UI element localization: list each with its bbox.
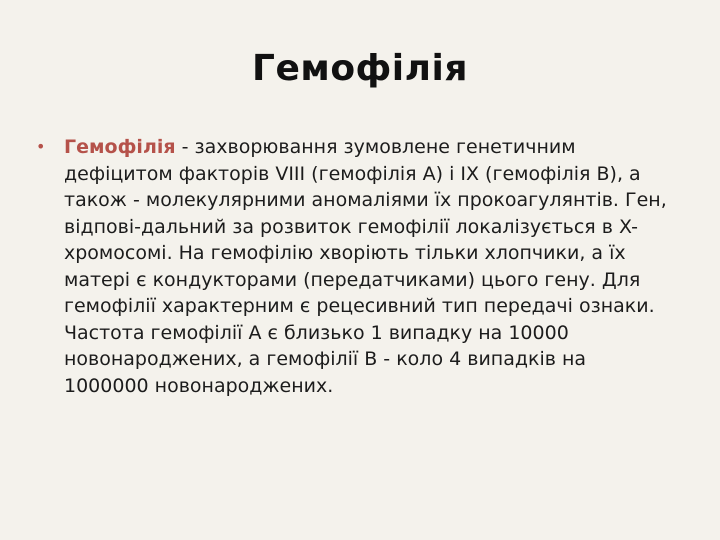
bullet-item (36, 134, 676, 399)
slide-body (36, 134, 676, 399)
bullet-icon: • (36, 137, 46, 156)
slide-title: Гемофілія (252, 48, 468, 89)
highlighted-term: Гемофілія (64, 136, 176, 158)
bullet-text: - захворювання зумовлене генетичним дефіцитом факторів VIII (гемофілія А) і IX (гемофілія В), а також - молекулярними аномаліями їх прокоагулянтів. Ген, відпові-дальний за розвиток гемофілії локалізується в X-хромосомі. На гемофілію хворіють тільки хлопчики, а їх матері є кондукторами (передатчиками) цього гену. Для гемофілії характерним є рецесивний тип передачі ознаки. Частота гемофілії А є близько 1 випадку на 10000 новонароджених, а гемофілії В - коло 4 випадків на 1000000 новонароджених. (64, 136, 667, 397)
